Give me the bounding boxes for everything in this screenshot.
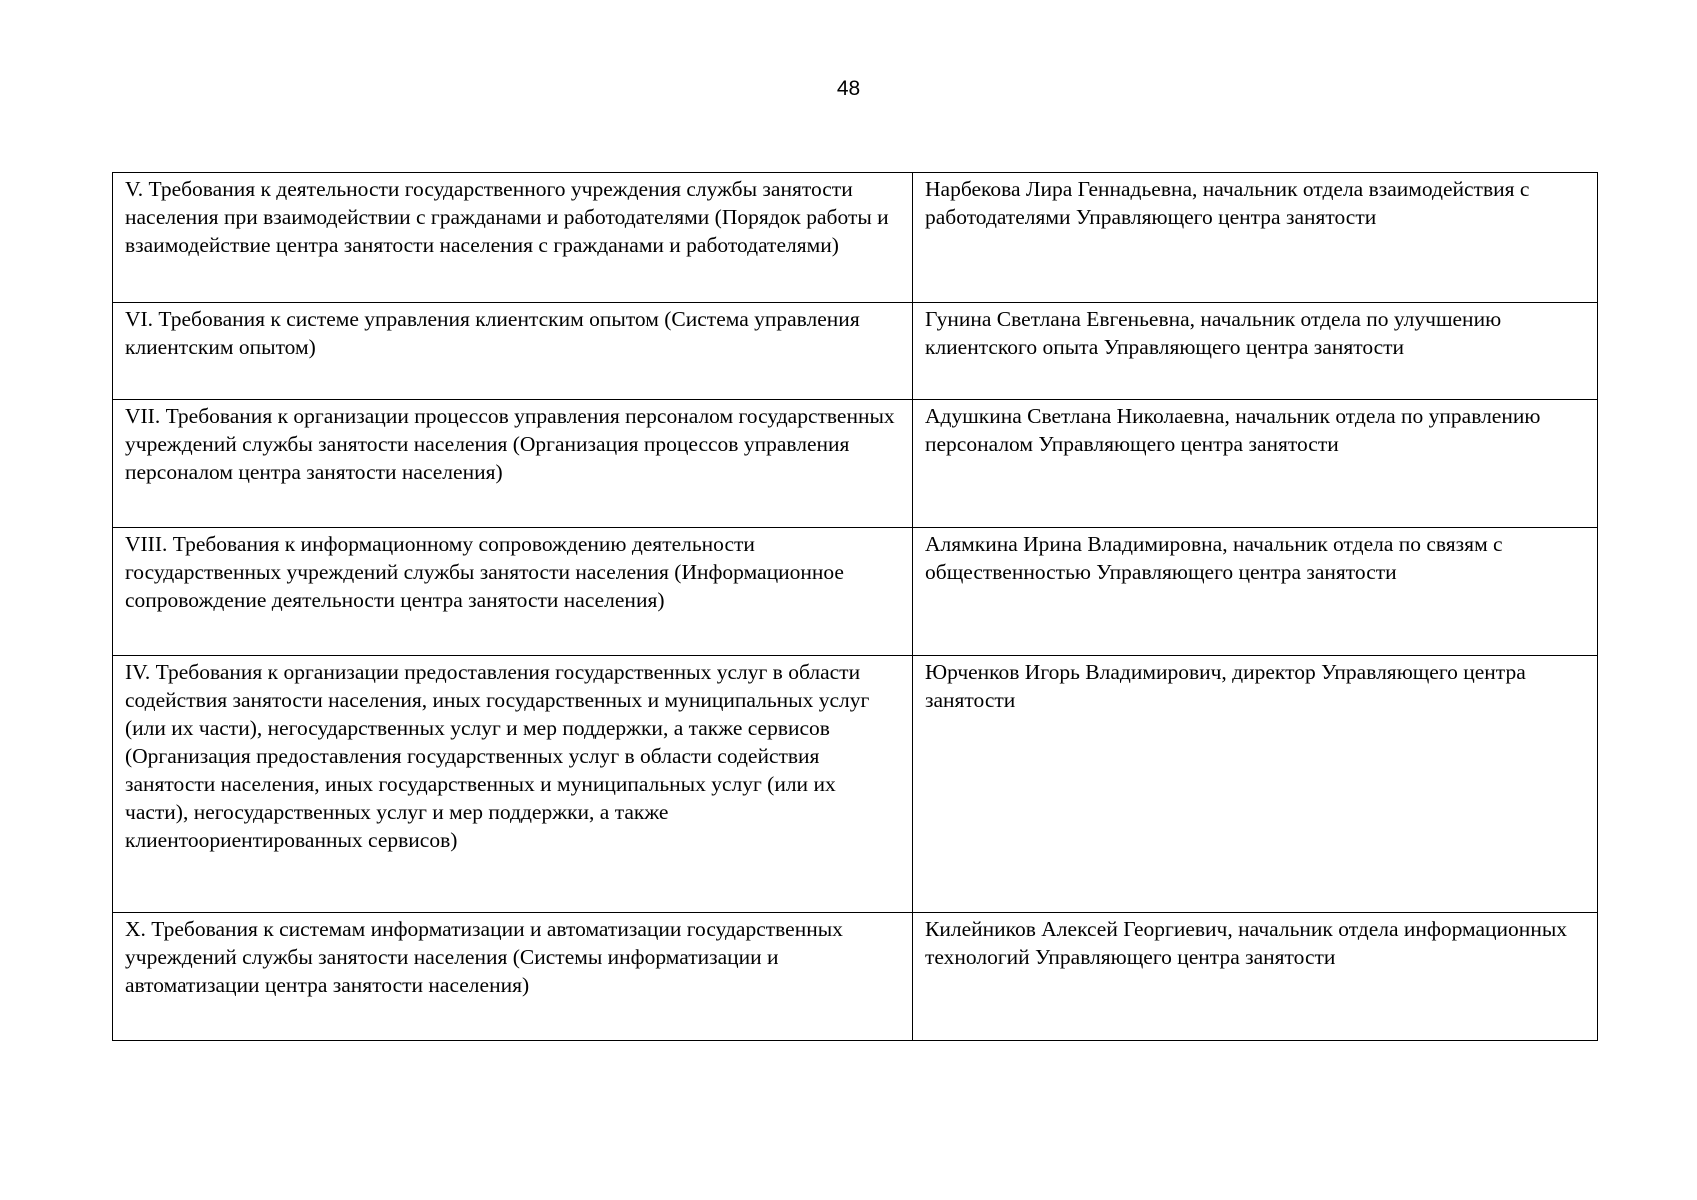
responsible-cell: Гунина Светлана Евгеньевна, начальник отдела по улучшению клиентского опыта Управляющего центра занятости — [913, 303, 1598, 400]
section-cell: VII. Требования к организации процессов управления персоналом государственных учреждений службы занятости населения (Организация процессов управления персоналом центра занятости населения) — [113, 400, 913, 528]
section-cell: VIII. Требования к информационному сопровождению деятельности государственных учреждений службы занятости населения (Информационное сопровождение деятельности центра занятости населения) — [113, 528, 913, 656]
table-row — [113, 400, 1598, 528]
responsible-cell: Юрченков Игорь Владимирович, директор Управляющего центра занятости — [913, 656, 1598, 913]
responsible-cell: Алямкина Ирина Владимировна, начальник отдела по связям с общественностью Управляющего центра занятости — [913, 528, 1598, 656]
section-cell: X. Требования к системам информатизации и автоматизации государственных учреждений службы занятости населения (Системы информатизации и автоматизации центра занятости населения) — [113, 913, 913, 1041]
page-number: 48 — [836, 77, 861, 100]
responsible-cell: Адушкина Светлана Николаевна, начальник отдела по управлению персоналом Управляющего центра занятости — [913, 400, 1598, 528]
responsible-cell: Нарбекова Лира Геннадьевна, начальник отдела взаимодействия с работодателями Управляющего центра занятости — [913, 173, 1598, 303]
table-row — [113, 528, 1598, 656]
table-row — [113, 303, 1598, 400]
section-cell: VI. Требования к системе управления клиентским опытом (Система управления клиентским опытом) — [113, 303, 913, 400]
section-cell: V. Требования к деятельности государственного учреждения службы занятости населения при взаимодействии с гражданами и работодателями (Порядок работы и взаимодействие центра занятости населения с гражданами и работодателями) — [113, 173, 913, 303]
table-row — [113, 656, 1598, 913]
table-row — [113, 913, 1598, 1041]
responsibility-table — [112, 172, 1598, 1041]
section-cell: IV. Требования к организации предоставления государственных услуг в области содействия занятости населения, иных государственных и муниципальных услуг (или их части), негосударственных услуг и мер поддержки, а также сервисов (Организация предоставления государственных услуг в области содействия занятости населения, иных государственных и муниципальных услуг (или их части), негосударственных услуг и мер поддержки, а также клиентоориентированных сервисов) — [113, 656, 913, 913]
responsible-cell: Килейников Алексей Георгиевич, начальник отдела информационных технологий Управляющего центра занятости — [913, 913, 1598, 1041]
table-row — [113, 173, 1598, 303]
